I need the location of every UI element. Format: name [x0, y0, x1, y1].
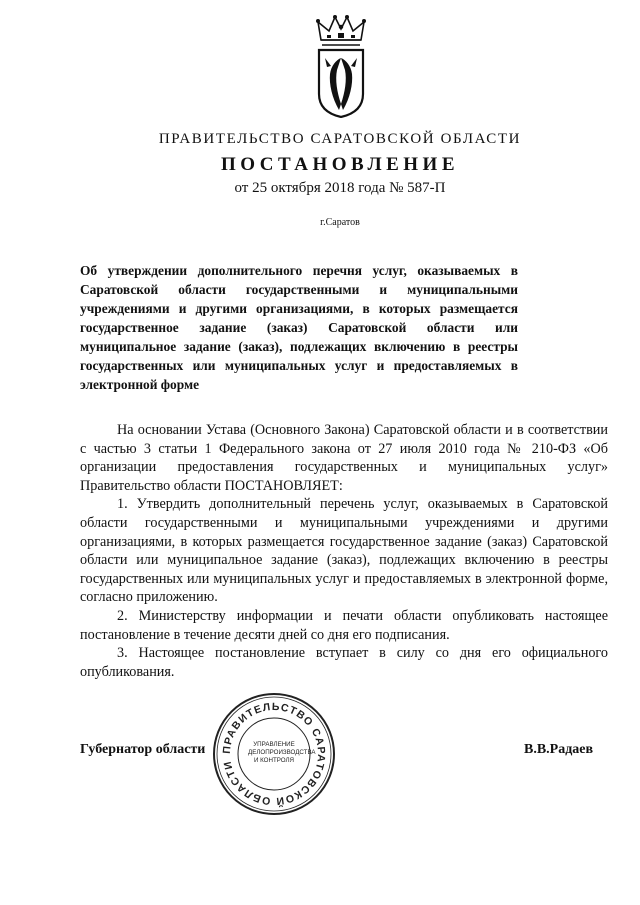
- stamp-line-2: ДЕЛОПРОИЗВОДСТВА: [248, 749, 316, 757]
- preamble-paragraph: На основании Устава (Основного Закона) Саратовской области и в соответствии с частью 3 статьи 1 Федерального закона от 27 июля 2010 года № 210-ФЗ «Об организации предоставления государственных и муниципальных услуг» Правительство области ПОСТАНОВЛЯЕТ:: [80, 422, 608, 494]
- stamp-line-1: УПРАВЛЕНИЕ: [253, 741, 295, 748]
- item-3-paragraph: 3. Настоящее постановление вступает в силу со дня его официального опубликования.: [80, 645, 608, 680]
- signatory-name: В.В.Радаев: [524, 742, 594, 757]
- signatory-position: Губернатор области: [80, 742, 206, 757]
- stamp-line-3: И КОНТРОЛЯ: [253, 757, 295, 765]
- stamp-inner-text: [248, 741, 316, 766]
- document-date-number: от 25 октября 2018 года № 587-П: [234, 180, 446, 196]
- government-name: ПРАВИТЕЛЬСТВО САРАТОВСКОЙ ОБЛАСТИ: [158, 131, 522, 147]
- stamp-ring-text: ПРАВИТЕЛЬСТВО САРАТОВСКОЙ ОБЛАСТИ: [220, 700, 328, 808]
- item-1-paragraph: 1. Утвердить дополнительный перечень услуг, оказываемых в Саратовской области государственными и муниципальными учреждениями и другими организациями, в которых размещается государственное задание (заказ) Саратовской области или муниципальное задание (заказ), подлежащих включению в реестры государственных или муниципальных услуг и предоставляемых в электронной форме, согласно приложению.: [80, 496, 608, 606]
- item-2-paragraph: 2. Министерству информации и печати области опубликовать настоящее постановление в течение десяти дней со дня его подписания.: [80, 607, 608, 643]
- document-city: г.Саратов: [320, 217, 360, 228]
- document-body: [80, 421, 608, 681]
- document-title: Об утверждении дополнительного перечня услуг, оказываемых в Саратовской области государственными и муниципальными учреждениями и другими организациями, в которых размещается государственное задание (заказ) Саратовской области или муниципальное задание (заказ), подлежащих включению в реестры государственных или муниципальных услуг и предоставляемых в электронной форме: [80, 263, 518, 392]
- document-type: ПОСТАНОВЛЕНИЕ: [220, 154, 460, 175]
- coat-of-arms-emblem: [309, 14, 373, 118]
